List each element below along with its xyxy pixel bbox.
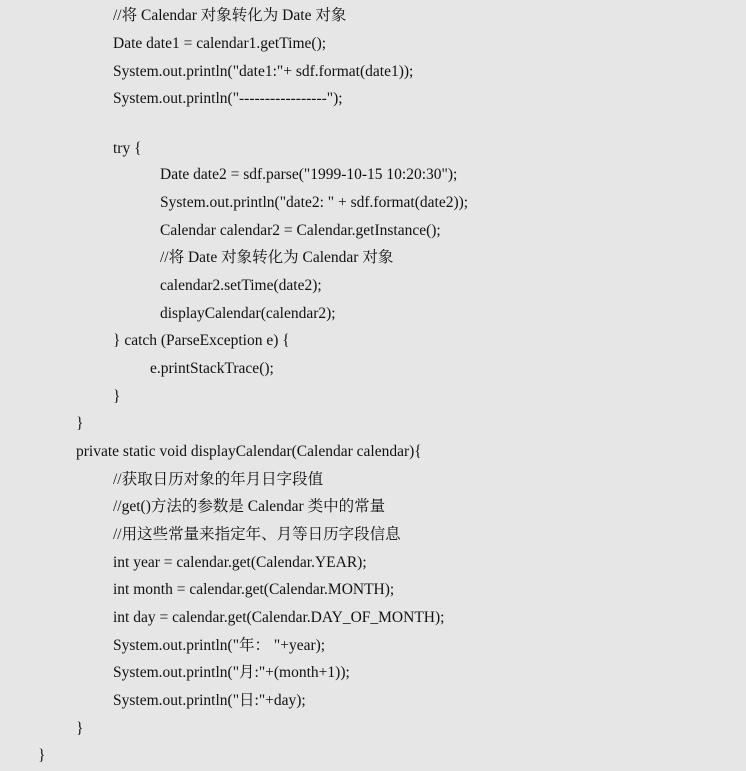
code-line: Date date1 = calendar1.getTime(); bbox=[113, 35, 327, 52]
code-line: //获取日历对象的年月日字段值 bbox=[113, 471, 324, 488]
code-line: } catch (ParseException e) { bbox=[113, 332, 290, 349]
code-line: } bbox=[76, 720, 84, 737]
code-line: Calendar calendar2 = Calendar.getInstance(); bbox=[160, 222, 441, 239]
code-line: int day = calendar.get(Calendar.DAY_OF_MONTH); bbox=[113, 609, 445, 626]
code-line: } bbox=[38, 747, 46, 764]
code-line: } bbox=[113, 388, 121, 405]
code-line: //get()方法的参数是 Calendar 类中的常量 bbox=[113, 498, 386, 515]
code-line: System.out.println("date1:"+ sdf.format(date1)); bbox=[113, 63, 414, 80]
code-line: //将 Date 对象转化为 Calendar 对象 bbox=[160, 249, 394, 266]
code-line: //将 Calendar 对象转化为 Date 对象 bbox=[113, 7, 347, 24]
code-line: System.out.println("年： "+year); bbox=[113, 637, 326, 654]
code-line: } bbox=[76, 415, 84, 432]
code-line: try { bbox=[113, 140, 142, 157]
code-line: int year = calendar.get(Calendar.YEAR); bbox=[113, 554, 367, 571]
code-line: //用这些常量来指定年、月等日历字段信息 bbox=[113, 526, 401, 543]
code-line: e.printStackTrace(); bbox=[150, 360, 274, 377]
code-line: Date date2 = sdf.parse("1999-10-15 10:20:30"); bbox=[160, 166, 458, 183]
code-line: int month = calendar.get(Calendar.MONTH); bbox=[113, 581, 395, 598]
code-line: System.out.println("日:"+day); bbox=[113, 692, 306, 709]
code-line: System.out.println("-----------------"); bbox=[113, 90, 343, 107]
code-line: calendar2.setTime(date2); bbox=[160, 277, 322, 294]
code-line: System.out.println("date2: " + sdf.format(date2)); bbox=[160, 194, 469, 211]
code-line: displayCalendar(calendar2); bbox=[160, 305, 336, 322]
code-line: private static void displayCalendar(Calendar calendar){ bbox=[76, 443, 422, 460]
code-line: System.out.println("月:"+(month+1)); bbox=[113, 664, 350, 681]
